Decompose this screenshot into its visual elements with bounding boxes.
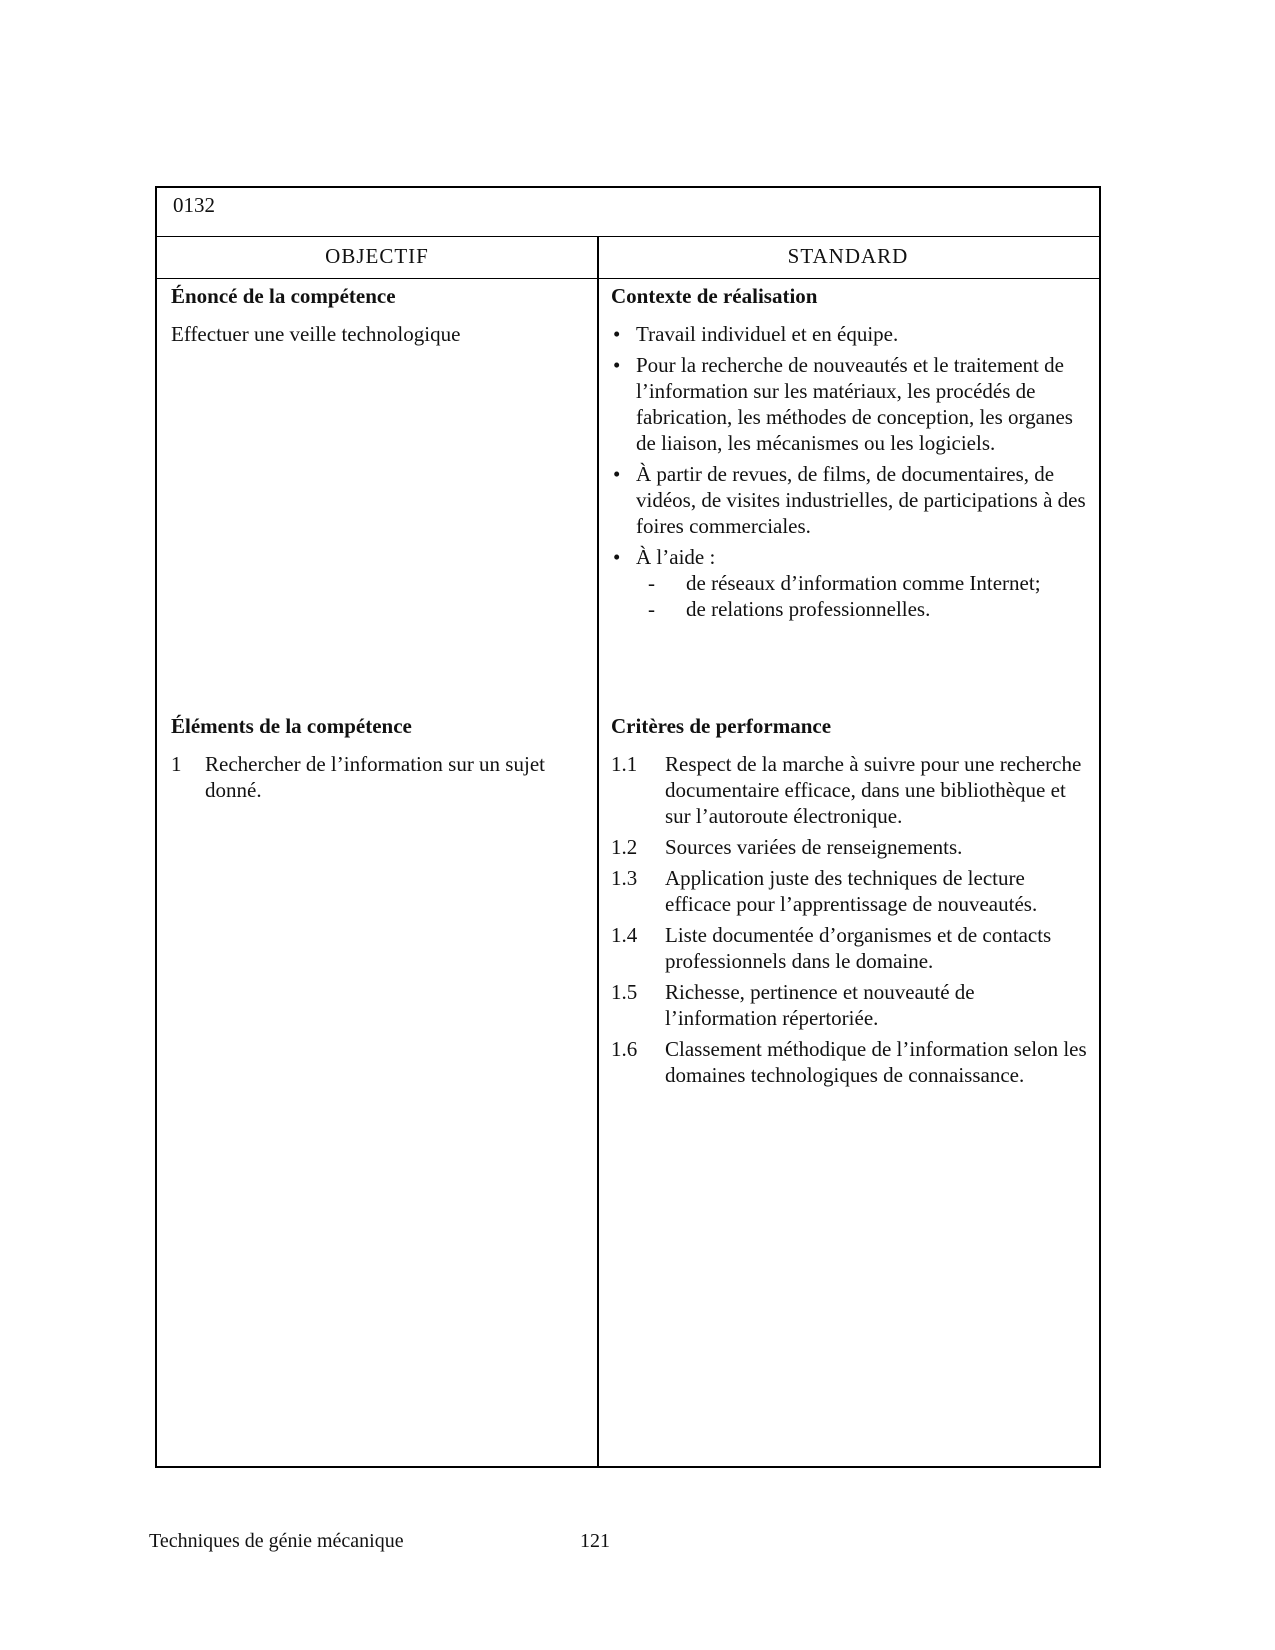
list-item: 1.4 Liste documentée d’organismes et de contacts professionnels dans le domaine. (611, 923, 1052, 973)
elements-section (171, 714, 581, 808)
item-number: 1.3 (611, 866, 638, 890)
bullet-icon: • (613, 322, 621, 346)
list-item: 1.1 Respect de la marche à suivre pour une recherche documentaire efficace, dans une bibliothèque et sur l’autoroute électronique. (611, 752, 1082, 828)
dash-icon: - (648, 597, 655, 621)
header-objectif: OBJECTIF (325, 244, 429, 268)
enonce-section (171, 284, 581, 347)
list-item: 1.6 Classement méthodique de l’information selon les domaines technologiques de connaissance. (611, 1037, 1087, 1087)
list-item: 1.5 Richesse, pertinence et nouveauté de l’information répertoriée. (611, 980, 975, 1030)
list-item: • À partir de revues, de films, de documentaires, de vidéos, de visites industrielles, de participations à des foires commerciales. (613, 462, 1086, 538)
item-number: 1.4 (611, 923, 638, 947)
list-item: • Travail individuel et en équipe. (613, 322, 899, 346)
bullet-icon: • (613, 353, 621, 377)
item-number: 1.2 (611, 835, 638, 859)
item-number: 1.5 (611, 980, 638, 1004)
column-divider (597, 236, 599, 1466)
sub-list (636, 570, 1091, 622)
footer-title: Techniques de génie mécanique (149, 1530, 404, 1552)
dash-icon: - (648, 571, 655, 595)
list-item: 1 Rechercher de l’information sur un sujet donné. (171, 752, 545, 802)
list-item: • Pour la recherche de nouveautés et le traitement de l’information sur les matériaux, les procédés de fabrication, les méthodes de conception, les organes de liaison, les mécanismes ou les logiciels. (613, 353, 1073, 455)
bullet-icon: • (613, 545, 621, 569)
contexte-list (611, 321, 1091, 622)
header-row (157, 236, 1099, 279)
item-number: 1.6 (611, 1037, 638, 1061)
contexte-title: Contexte de réalisation (611, 284, 818, 308)
criteres-list (611, 751, 1091, 1088)
page-number: 121 (580, 1530, 610, 1552)
criteres-title: Critères de performance (611, 714, 832, 738)
list-item: 1.2 Sources variées de renseignements. (611, 835, 963, 859)
item-number: 1 (171, 752, 182, 776)
header-standard: STANDARD (787, 244, 909, 268)
enonce-text: Effectuer une veille technologique (171, 322, 461, 346)
bullet-icon: • (613, 462, 621, 486)
sub-list-item: - de relations professionnelles. (648, 597, 931, 621)
code-row (157, 188, 1099, 237)
criteres-section (611, 714, 1091, 1093)
competency-code: 0132 (173, 193, 215, 217)
competency-table (155, 186, 1101, 1468)
sub-list-item: - de réseaux d’information comme Internet; (648, 571, 1041, 595)
contexte-section (611, 284, 1091, 627)
elements-title: Éléments de la compétence (171, 714, 412, 738)
list-item: • À l’aide : - de réseaux d’information comme Internet; - de relations professionnelles. (611, 544, 1091, 622)
list-item: 1.3 Application juste des techniques de lecture efficace pour l’apprentissage de nouveautés. (611, 866, 1038, 916)
enonce-title: Énoncé de la compétence (171, 284, 396, 308)
item-number: 1.1 (611, 752, 638, 776)
elements-list (171, 751, 581, 803)
